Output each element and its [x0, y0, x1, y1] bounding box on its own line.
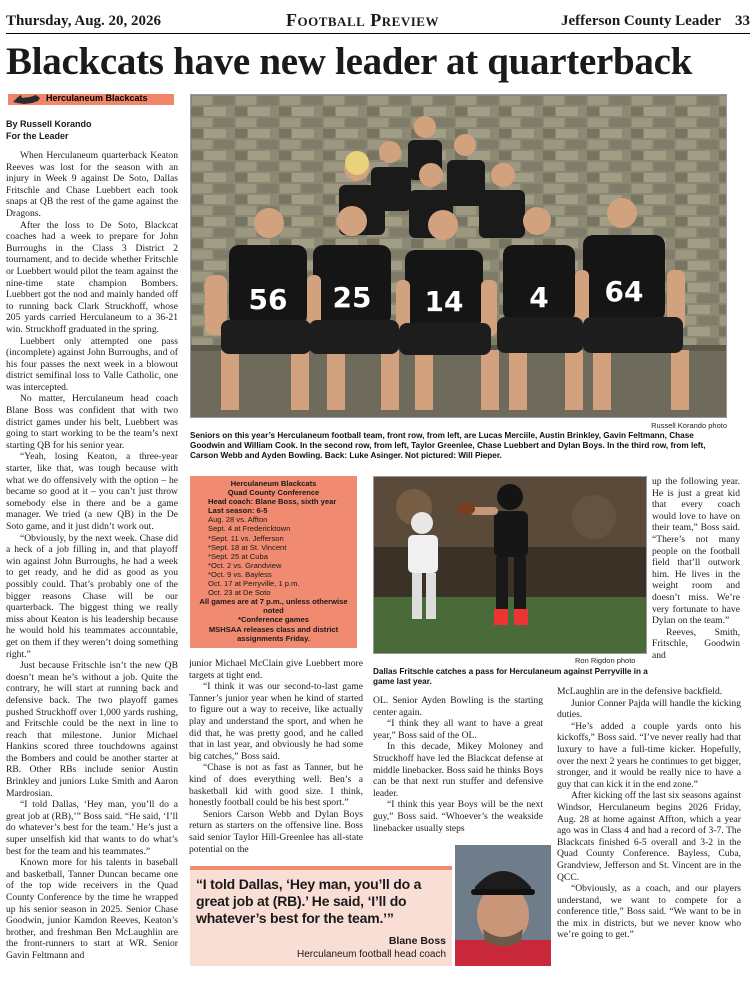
paragraph: “I told Dallas, ‘Hey man, you’ll do a great job at (RB),’” Boss said. “He said, ‘I’ll do whatever’s best for the team.’ He’s just a super unselfish kid that wants to do what’s best for the team and his teammates.”	[6, 799, 178, 857]
paragraph: After kicking off the last six seasons against Windsor, Herculaneum begins 2026 Friday, Aug. 28 at home against Affton, which a year ago was in Class 4 and had a record of 3-7. The Blackcats finished 6-5 overall and 3-2 in the Quad County Conference. Bayless, Cuba, Grandview, Jefferson and St. Vincent are in the QCC.	[557, 790, 741, 883]
schedule-title: Herculaneum Blackcats	[230, 479, 317, 488]
paragraph: up the following year. He is just a great kid that every coach would love to have on their team,” Boss said. “There’s not many people on the football field that’ll outwork him. He lives in the weight room and doesn’t miss. We’re very fortunate to have Dylan on the team.”	[652, 476, 740, 627]
team-photo-image	[191, 95, 727, 418]
jersey-number: 64	[604, 275, 644, 308]
paragraph: “He’s added a couple yards onto his kickoffs,” Boss said. “I’ve never really had that luxury to have a full-time kicker. Hopefully, over the next 2 years he continues to get bigger, stronger, and it would be really nice to have a guy that can kick it in the end zone.”	[557, 720, 741, 790]
paragraph: Known more for his talents in baseball and basketball, Tanner Duncan became one of the top wide receivers in the Quad County Conference by the time he wrapped up his senior season in 2025. Senior Chase Goodwin, junior Kamdon Reeves, Keaton’s brother, and freshman Ben McLaughlin are the front-runners to start at WR. Senior Gavin Feltmann and	[6, 857, 178, 961]
jersey-number: 4	[529, 281, 549, 314]
pull-quote-title: Herculaneum football head coach	[297, 949, 446, 960]
paragraph: “I think it was our second-to-last game Tanner’s junior year when he kind of started to figure out a way to receive, like actually play and understand the sport, and when he did that, he was pretty good, and he called that in last year, and obviously he had some big catches,” Boss said.	[189, 681, 363, 762]
paragraph: When Herculaneum quarterback Keaton Reeves was lost for the season with an injury in Week 9 against De Soto, Dallas Fritschle and Chase Luebbert each took snaps at QB the rest of the game against the Dragons.	[6, 150, 178, 219]
jersey-number: 14	[424, 285, 464, 318]
action-photo	[373, 476, 647, 654]
section-title: Football Preview	[286, 10, 439, 30]
pull-quote-name: Blane Boss	[388, 935, 446, 947]
jersey-number: 56	[248, 283, 288, 316]
article-column-2	[189, 658, 363, 858]
team-photo-credit: Russell Korando photo	[651, 421, 727, 430]
schedule-game: Oct. 23 at De Soto	[208, 588, 271, 598]
masthead	[6, 10, 750, 34]
paragraph: “Obviously, by the next week. Chase did a heck of a job filling in, and that playoff win against John Burroughs, he had a week to get ready, and he did as good as you possibly could. That’s probably one of the bigger reasons Chase will be our quarterback. The biggest thing we really miss about Keaton is his leadership because he would hold his teammates accountable, get on them if they weren’t doing something right.”	[6, 532, 178, 660]
action-photo-credit: Ron Rigdon photo	[575, 656, 636, 665]
jersey-number: 25	[332, 281, 372, 314]
paragraph: “Obviously, as a coach, and our players understand, we want to compete for a conference title,” Boss said. “We want to be in the mix in districts, but we never know who we’re going to get.”	[557, 883, 741, 941]
paper-info	[547, 13, 750, 30]
schedule-conference: Quad County Conference	[227, 488, 320, 498]
schedule-note-conference: *Conference games	[238, 615, 309, 625]
paragraph: Seniors Carson Webb and Dylan Boys return as starters on the offensive line. Boss said senior Taylor Hill-Greenlee has all-state potential on the	[189, 808, 363, 855]
paragraph: In this decade, Mikey Moloney and Struckhoff have led the Blackcat defense at middle linebacker. Boss said he thinks Boys can be that next run stuffer and defensive leader.	[373, 741, 543, 799]
paragraph: Luebbert only attempted one pass (incomplete) against John Burroughs, and of his four passes the next week in a blowout district semifinal loss to Valle Catholic, one was intercepted.	[6, 335, 178, 393]
schedule-game: *Oct. 9 vs. Bayless	[208, 569, 272, 579]
byline-author: By Russell Korando	[6, 119, 92, 129]
schedule-coach: Head coach: Blane Boss, sixth year	[208, 497, 337, 507]
schedule-note-time: All games are at 7 p.m., unless otherwise noted	[199, 597, 348, 616]
page-number: 33	[735, 13, 750, 29]
paragraph: “Chase is not as fast as Tanner, but he kind of does everything well. Ben’s a basketball kid with good size. I think, honestly football could be his best sport.”	[189, 762, 363, 809]
schedule-note-mshsaa: MSHSAA releases class and district assignments Friday.	[208, 624, 339, 643]
paragraph: “I think this year Boys will be the next guy,” Boss said. “Whoever’s the weakside linebacker usually steps	[373, 799, 543, 834]
schedule-game: *Oct. 2 vs. Grandview	[208, 560, 282, 570]
issue-date: Thursday, Aug. 20, 2026	[6, 13, 162, 29]
headline: Blackcats have new leader at quarterback	[6, 40, 692, 83]
paragraph: No matter, Herculaneum head coach Blane Boss was confident that with two district games under his belt, Luebbert was going to start working to be the team’s next starting QB for his senior year.	[6, 393, 178, 451]
schedule-box	[190, 476, 357, 648]
team-banner-label: Herculaneum Blackcats	[46, 93, 148, 103]
schedule-game: Aug. 28 vs. Affton	[208, 515, 268, 525]
coach-portrait	[455, 845, 551, 966]
schedule-game: *Sept. 18 at St. Vincent	[208, 542, 287, 552]
pull-quote-text: “I told Dallas, ‘Hey man, you’ll do a great job at (RB).’ He said, ‘I’ll do whatever’s best for the team.’”	[196, 876, 422, 926]
paper-name: Jefferson County Leader	[561, 13, 721, 29]
action-photo-image	[374, 477, 647, 654]
pull-quote	[190, 866, 452, 966]
schedule-game: Oct. 17 at Perryville, 1 p.m.	[208, 579, 300, 589]
schedule-game: Sept. 4 at Fredericktown	[208, 524, 291, 534]
article-column-4-bottom	[557, 686, 741, 978]
team-banner	[8, 94, 174, 105]
paragraph: OL. Senior Ayden Bowling is the starting center again.	[373, 695, 543, 718]
paragraph: junior Michael McClain give Luebbert more targets at tight end.	[189, 658, 363, 681]
paragraph: Reeves, Smith, Fritschle, Goodwin and	[652, 626, 740, 661]
article-column-4-top	[652, 476, 740, 686]
paragraph: McLaughlin are in the defensive backfield.	[557, 686, 723, 697]
paragraph: Junior Conner Pajda will handle the kicking duties.	[557, 697, 741, 721]
paragraph: “I think they all want to have a great year,” Boss said of the OL.	[373, 718, 543, 741]
schedule-game: *Sept. 25 at Cuba	[208, 551, 268, 561]
byline-outlet: For the Leader	[6, 131, 69, 141]
team-photo-caption: Seniors on this year’s Herculaneum football team, front row, from left, are Lucas Merciile, Austin Brinkley, Gavin Feltmann, Chase Goodwin and William Cook. In the second row, from left, Taylor Greenlee, Chase Luebbert and Dylan Boys. In the third row, from left, Carson Webb and Ayden Bowling. Back: Luke Asinger. Not pictured: Will Pieper.	[190, 431, 706, 461]
article-column-3	[373, 695, 543, 845]
byline	[6, 118, 176, 142]
team-photo	[190, 94, 727, 418]
schedule-game: *Sept. 11 vs. Jefferson	[208, 533, 284, 543]
action-photo-caption: Dallas Fritschle catches a pass for Herculaneum against Perryville in a game last year.	[373, 667, 648, 687]
article-column-1	[6, 150, 178, 976]
paragraph: “Yeah, losing Keaton, a three-year starter, like that, was tough because with what we do offensively with the option – he became so good at it – you can’t just throw somebody else in there and be a game manager. We tried (a new QB) in the De Soto game, and it just didn’t work out.	[6, 451, 178, 532]
schedule-last-season: Last season: 6-5	[208, 506, 268, 516]
paragraph: After the loss to De Soto, Blackcat coaches had a week to prepare for John Burroughs in the Class 3 District 2 tournament, and to decide whether Fritschle or Luebbert would pilot the team against the nine-time state champion Bombers. Luebbert got the nod and mainly handed off to running back Clark Struckhoff, whose 205 yards carried Herculaneum to a 36-21 win. Struckhoff graduated in the spring.	[6, 219, 178, 335]
paragraph: Just because Fritschle isn’t the new QB doesn’t mean he’s without a job. Quite the contrary, he will start at running back and defensive back. The two playoff games pushed Struckhoff over 1,000 yards rushing, and Fritschle could be the next in line to reach that milestone. Junior Michael Hankins scored three touchdowns against the Bombers and could be another starter at RB. Other RBs include senior Austin Brinkley and juniors Luke Smith and Aaron Mardrosian.	[6, 660, 178, 799]
blackcat-icon	[12, 94, 42, 105]
